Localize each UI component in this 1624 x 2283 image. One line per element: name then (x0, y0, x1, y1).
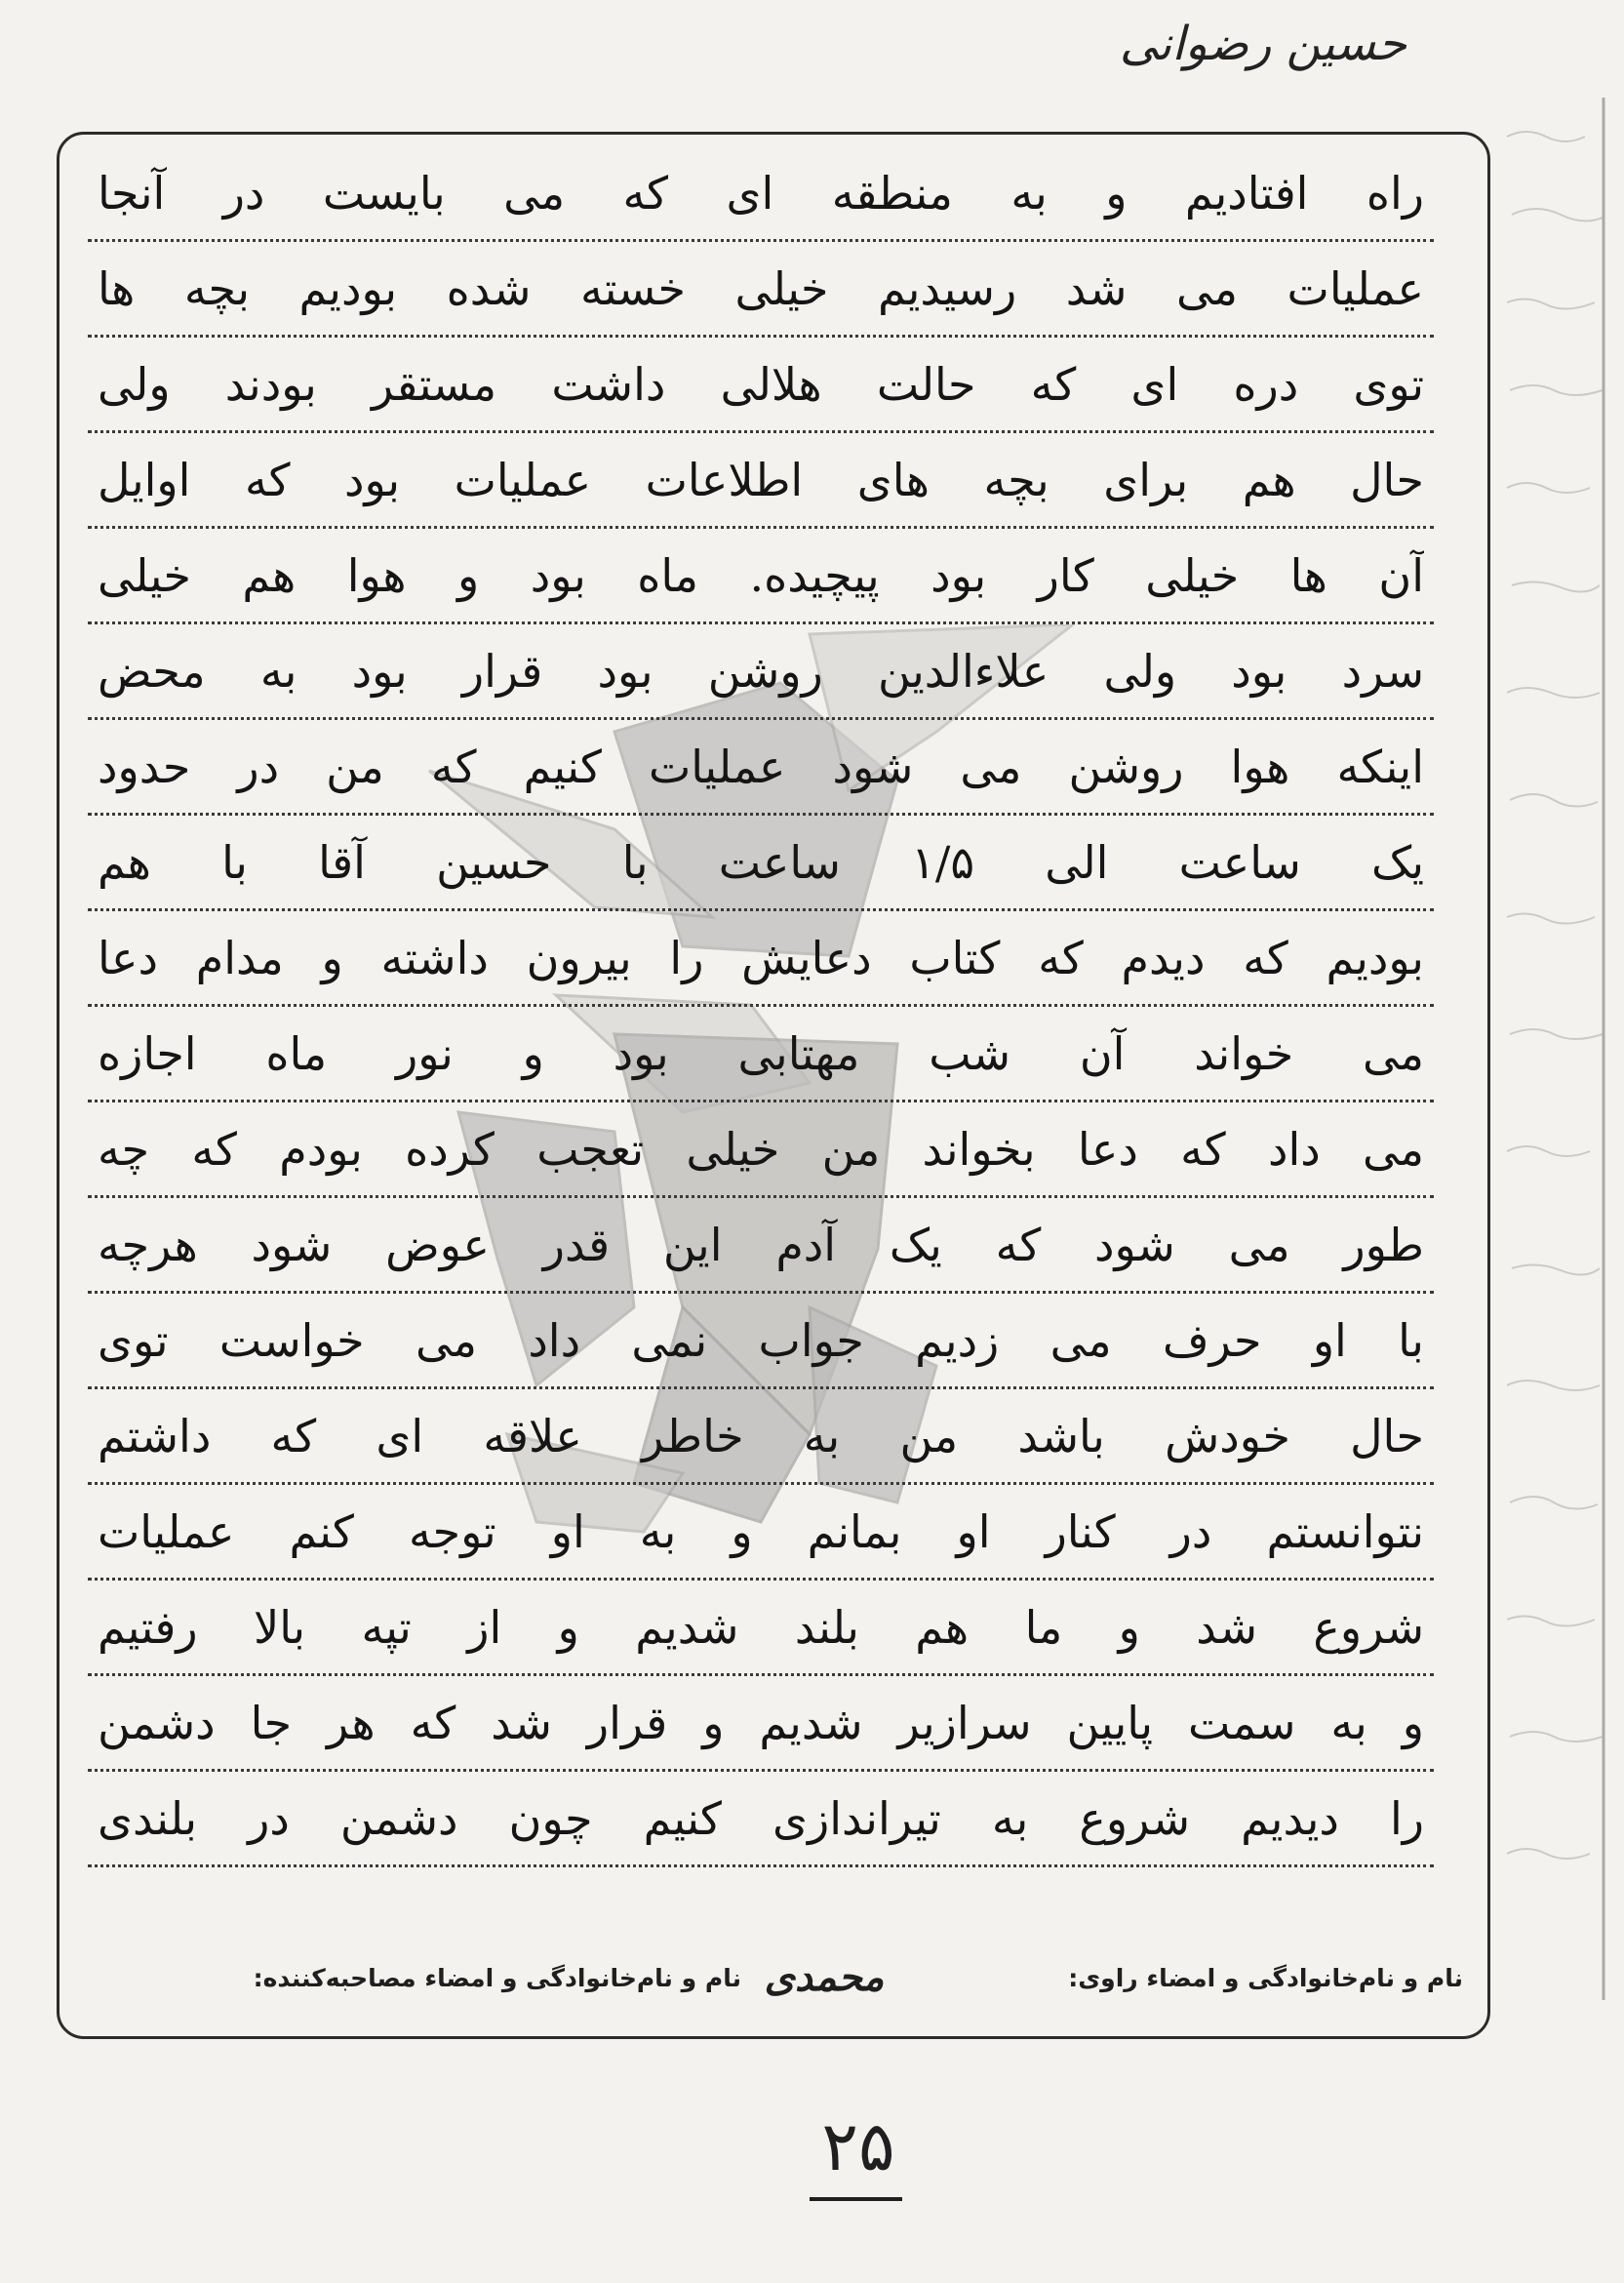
line-row (68, 146, 1453, 242)
bleed-through-marks (1502, 98, 1609, 2000)
handwritten-text: حال خودش باشد من به خاطر علاقه ای که داشتم (98, 1410, 1424, 1462)
line-row (68, 1198, 1453, 1294)
handwritten-text: آن ها خیلی کار بود پیچیده. ماه بود و هوا هم خیلی (98, 549, 1424, 602)
handwritten-text: شروع شد و ما هم بلند شدیم و از تپه بالا رفتیم (98, 1601, 1424, 1654)
line-row (68, 529, 1453, 624)
line-row (68, 1389, 1453, 1485)
line-row (68, 911, 1453, 1007)
line-row (68, 624, 1453, 720)
line-row (68, 1772, 1453, 1867)
line-row (68, 1581, 1453, 1676)
narrator-name-handwritten: حسین رضوانی (1119, 17, 1407, 71)
line-row (68, 1294, 1453, 1389)
line-row (68, 1007, 1453, 1102)
handwritten-text: سرد بود ولی علاءالدین روشن بود قرار بود به محض (98, 645, 1424, 698)
handwritten-text: عملیات می شد رسیدیم خیلی خسته شده بودیم بچه ها (98, 262, 1424, 315)
dotted-rule (88, 1864, 1434, 1867)
handwritten-text: راه افتادیم و به منطقه ای که می بایست در آنجا (98, 167, 1424, 220)
handwritten-text: طور می شود که یک آدم این قدر عوض شود هرچه (98, 1219, 1424, 1271)
handwritten-text: بودیم که دیدم که کتاب دعایش را بیرون داشته و مدام دعا (98, 932, 1424, 984)
handwritten-text: یک ساعت الی ۱/۵ ساعت با حسین آقا با هم (98, 836, 1424, 889)
signature-footer (59, 1937, 1483, 2024)
interviewer-signature-label: نام و نام‌خانوادگی و امضاء مصاحبه‌کننده: (253, 1964, 741, 1992)
handwritten-text: می داد که دعا بخواند من خیلی تعجب کرده بودم که چه (98, 1123, 1424, 1176)
line-row (68, 433, 1453, 529)
line-row (68, 720, 1453, 816)
line-row (68, 816, 1453, 911)
line-row (68, 242, 1453, 338)
handwritten-text: را دیدیم شروع به تیراندازی کنیم چون دشمن در بلندی (98, 1792, 1424, 1845)
page-number-underline (810, 2197, 902, 2201)
handwritten-text: با او حرف می زدیم جواب نمی داد می خواست توی (98, 1314, 1424, 1367)
line-row (68, 1102, 1453, 1198)
narrator-signature-label: نام و نام‌خانوادگی و امضاء راوی: (1068, 1964, 1463, 1992)
handwritten-lines (68, 146, 1453, 1951)
interviewer-signature: محمدی (764, 1954, 885, 2000)
line-row (68, 1676, 1453, 1772)
handwritten-text: و به سمت پایین سرازیر شدیم و قرار شد که هر جا دشمن (98, 1697, 1424, 1749)
handwritten-text: حال هم برای بچه های اطلاعات عملیات بود که اوایل (98, 454, 1424, 506)
handwritten-text: نتوانستم در کنار او بمانم و به او توجه کنم عملیات (98, 1505, 1424, 1558)
line-row (68, 338, 1453, 433)
page-number: ۲۵ (821, 2106, 895, 2186)
handwritten-text: توی دره ای که حالت هلالی داشت مستقر بودند ولی (98, 358, 1424, 411)
handwritten-text: اینکه هوا روشن می شود عملیات کنیم که من در حدود (98, 741, 1424, 793)
handwritten-text: می خواند آن شب مهتابی بود و نور ماه اجازه (98, 1027, 1424, 1080)
line-row (68, 1485, 1453, 1581)
